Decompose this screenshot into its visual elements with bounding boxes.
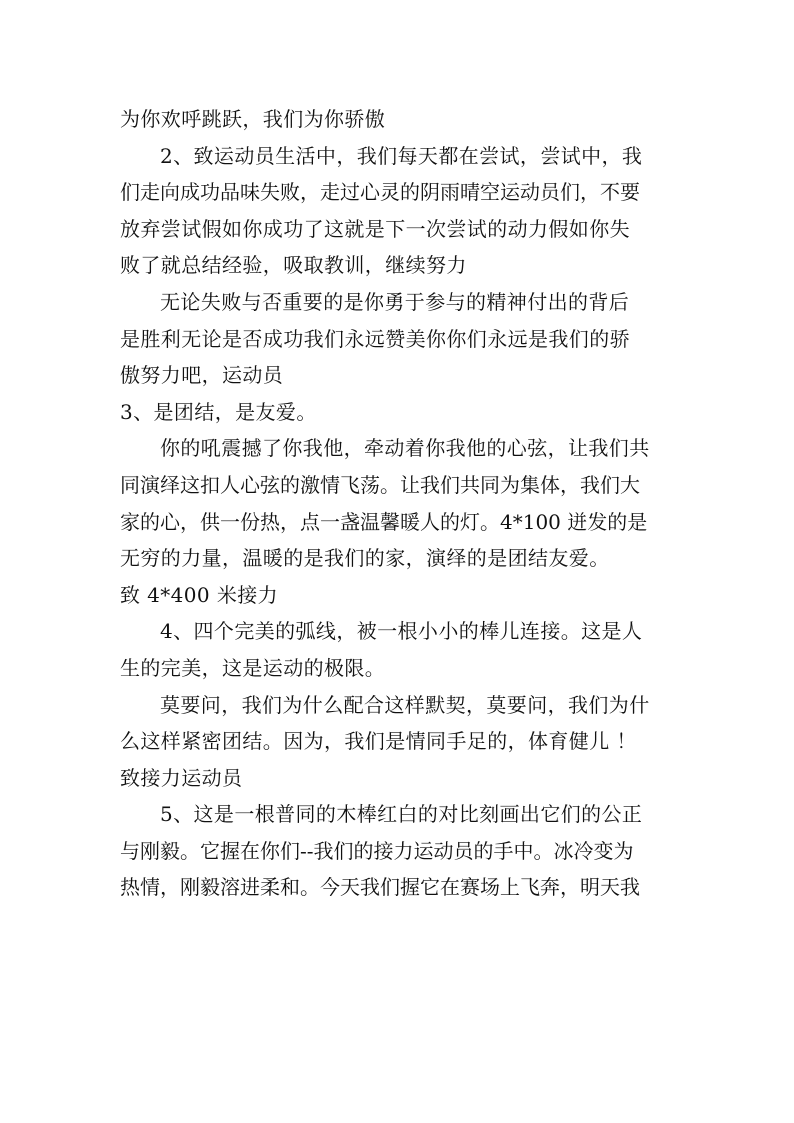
text-line: 与刚毅。它握在你们--我们的接力运动员的手中。冰冷变为 [120, 838, 634, 863]
text-line: 5、这是一根普同的木棒红白的对比刻画出它们的公正 [160, 802, 643, 827]
text-line: 败了就总结经验，吸取教训，继续努力 [120, 253, 467, 278]
text-line: 3、是团结，是友爱。 [120, 399, 317, 424]
text-line: 你的吼震撼了你我他，牵动着你我他的心弦，让我们共 [160, 436, 650, 461]
text-line: 生的完美，这是运动的极限。 [120, 655, 386, 680]
text-line: 傲努力吧，运动员 [120, 363, 284, 388]
text-line: 2、致运动员生活中，我们每天都在尝试，尝试中，我 [160, 143, 643, 168]
text-line: 4、四个完美的弧线，被一根小小的棒儿连接。这是人 [160, 619, 643, 644]
text-line: 无论失败与否重要的是你勇于参与的精神付出的背后 [160, 289, 630, 314]
text-line: 家的心，供一份热，点一盏温馨暖人的灯。4*100 迸发的是 [120, 509, 648, 534]
document-body [120, 101, 674, 906]
text-line: 们走向成功品味失败，走过心灵的阴雨晴空运动员们，不要 [120, 180, 640, 205]
text-line: 同演绎这扣人心弦的激情飞荡。让我们共同为集体，我们大 [120, 472, 640, 497]
text-line: 放弃尝试假如你成功了这就是下一次尝试的动力假如你失 [120, 216, 630, 241]
text-line: 致 4*400 米接力 [120, 582, 279, 607]
text-line: 致接力运动员 [120, 765, 243, 790]
text-line: 莫要问，我们为什么配合这样默契，莫要问，我们为什 [160, 692, 650, 717]
text-line: 热情，刚毅溶进柔和。今天我们握它在赛场上飞奔，明天我 [120, 875, 640, 900]
text-line: 么这样紧密团结。因为，我们是情同手足的，体育健儿 ！ [120, 729, 637, 754]
text-line: 无穷的力量，温暖的是我们的家，演绎的是团结友爱。 [120, 546, 610, 571]
text-line: 是胜利无论是否成功我们永远赞美你你们永远是我们的骄 [120, 326, 630, 351]
text-line: 为你欢呼跳跃，我们为你骄傲 [120, 107, 386, 131]
